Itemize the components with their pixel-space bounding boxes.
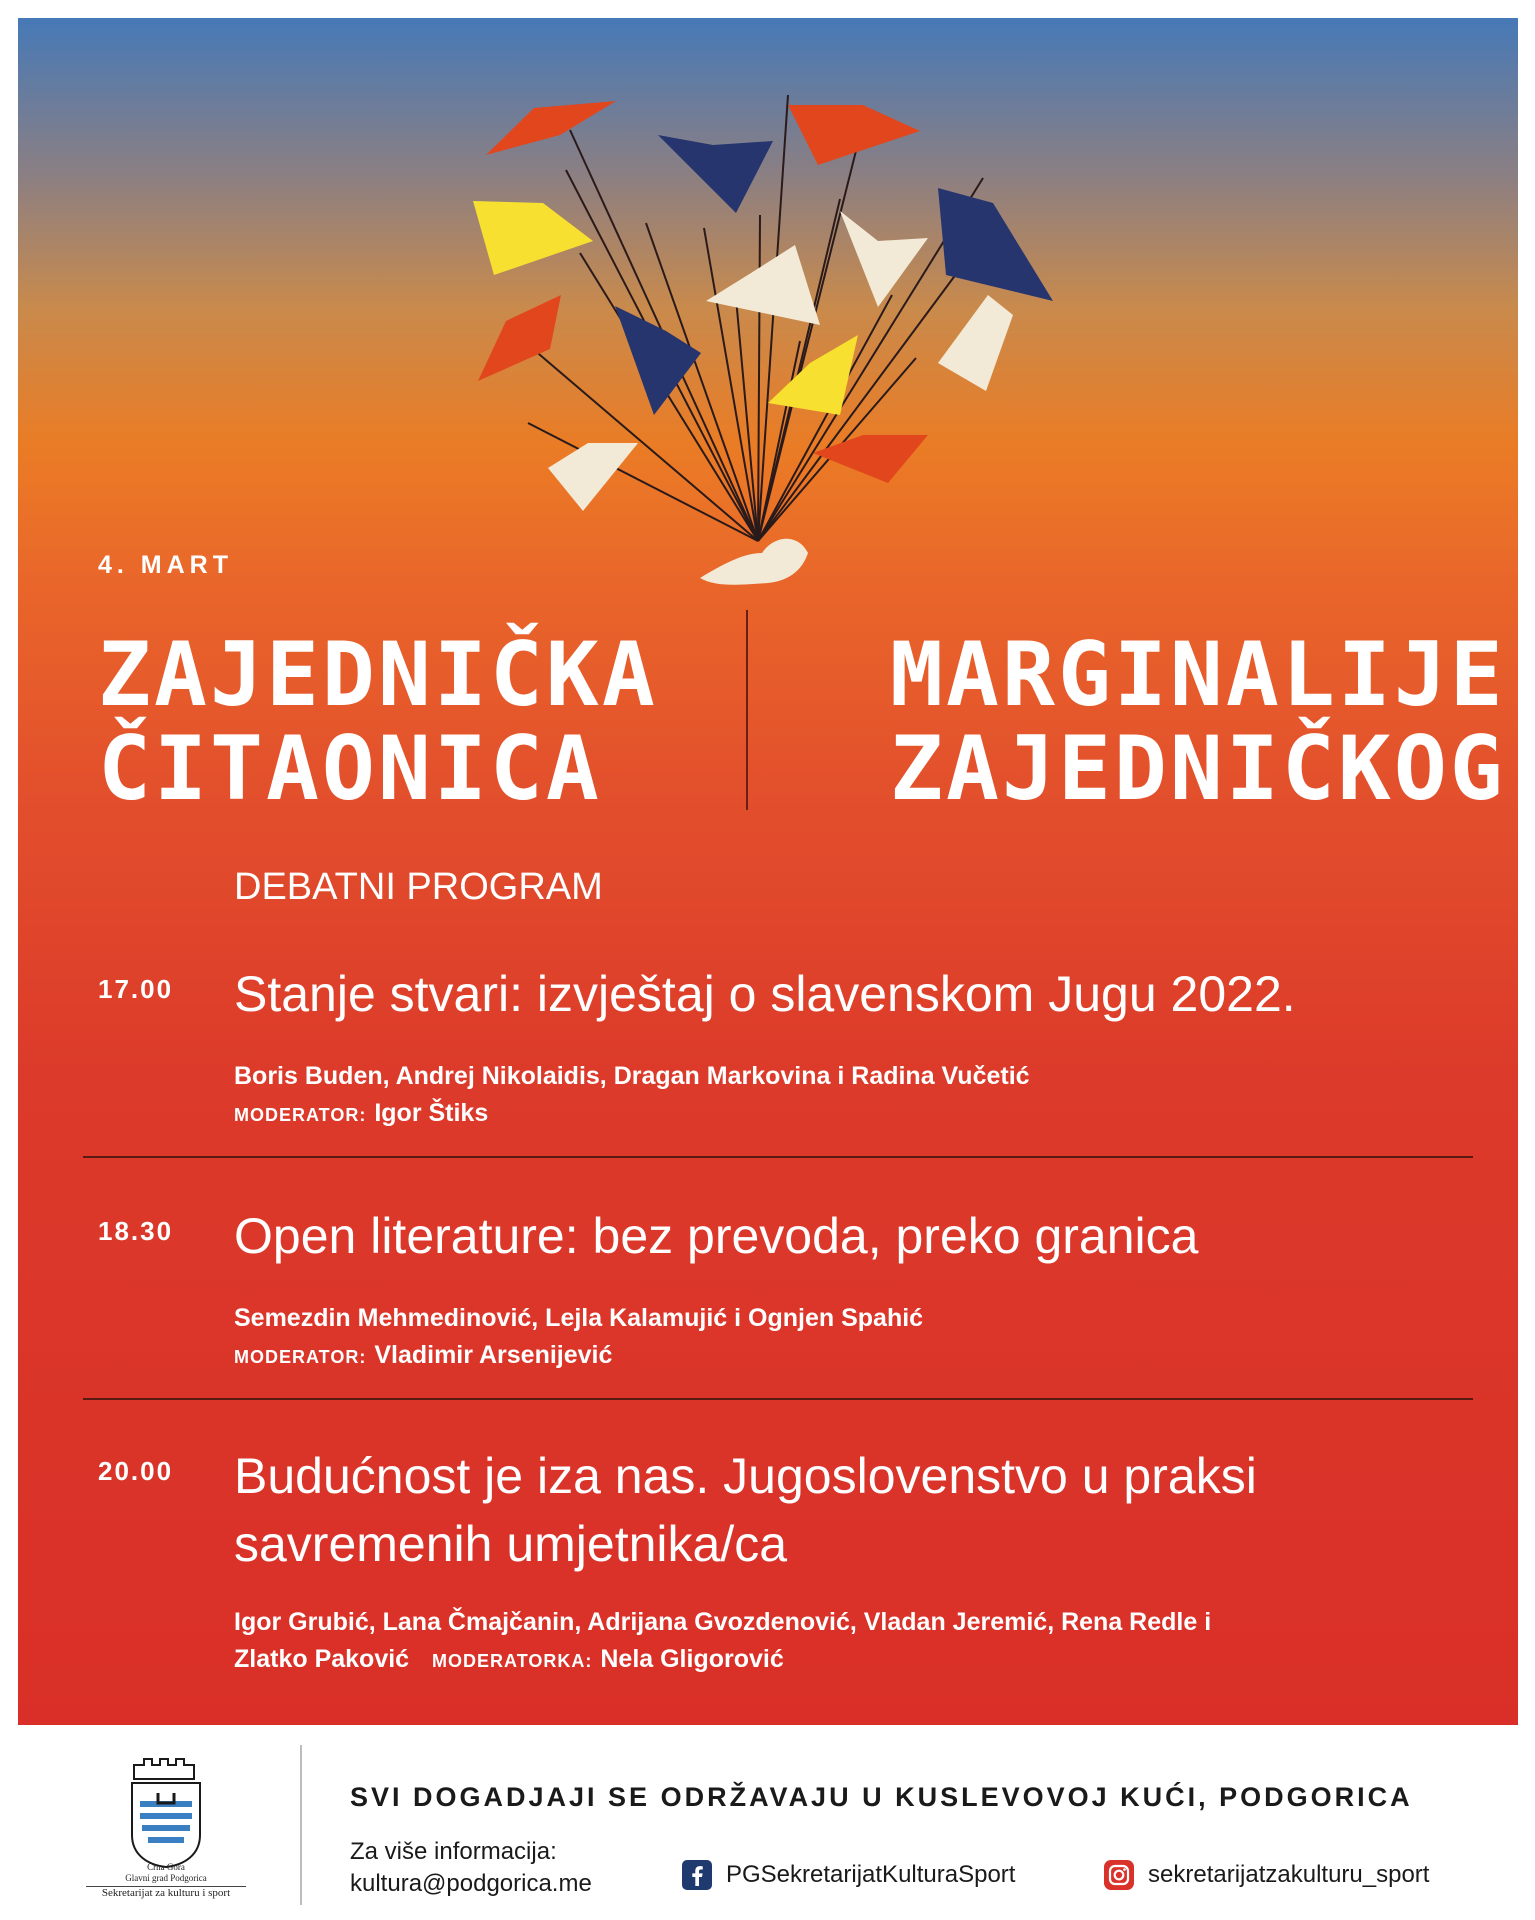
moderator-name: Igor Štiks [374,1099,489,1127]
flag-bouquet-illustration [468,63,1088,613]
session-speakers [234,1058,1484,1134]
facebook-link[interactable] [682,1860,1015,1890]
title-line: ČITAONICA [98,717,602,820]
moderator-label: MODERATOR: [234,1105,367,1125]
event-date: 4. MART [98,551,233,579]
session-title: Open literature: bez prevoda, preko granica [234,1208,1199,1264]
poster [18,18,1518,1725]
session-time: 18.30 [98,1216,174,1246]
logo-caption-line: Sekretarijat za kulturu i sport [86,1886,246,1899]
session-title: Stanje stvari: izvještaj o slavenskom Jugu 2022. [234,966,1296,1022]
session-time: 20.00 [98,1456,174,1486]
facebook-handle: PGSekretarijatKulturaSport [726,1861,1016,1888]
moderator-name: Vladimir Arsenijević [374,1341,613,1369]
program-label: DEBATNI PROGRAM [234,866,603,908]
moderator-line [234,1337,1484,1376]
session-speakers [234,1604,1484,1680]
speakers-list: Semezdin Mehmedinović, Lejla Kalamujić i Ognjen Spahić [234,1304,924,1332]
instagram-handle: sekretarijatzakulturu_sport [1148,1861,1430,1888]
venue-text: SVI DOGADJAJI SE ODRŽAVAJU U KUSLEVOVOJ KUĆI, PODGORICA [350,1782,1413,1812]
title-line: ZAJEDNIČKOG [890,717,1506,820]
title-line: ZAJEDNIČKA [98,623,658,726]
session-divider [83,1398,1473,1400]
instagram-link[interactable] [1104,1860,1429,1890]
speakers-list-continued: Zlatko Paković [234,1645,410,1673]
instagram-icon [1104,1860,1134,1890]
moderator-line [234,1095,1484,1134]
email-link[interactable]: kultura@podgorica.me [350,1870,592,1897]
speakers-list: Igor Grubić, Lana Čmajčanin, Adrijana Gvozdenović, Vladan Jeremić, Rena Redle i [234,1608,1212,1636]
moderator-name: Nela Gligorović [600,1645,784,1673]
more-info [350,1836,592,1900]
session-divider [83,1156,1473,1158]
moderator-line [234,1641,1484,1680]
logo-caption [86,1862,246,1899]
moderator-label: MODERATOR: [234,1347,367,1367]
facebook-icon [682,1860,712,1890]
moderator-label: MODERATORKA: [432,1651,593,1671]
title-divider [746,610,748,810]
more-info-label: Za više informacija: [350,1838,557,1865]
session-title: Budućnost je iza nas. Jugoslovenstvo u praksi savremenih umjetnika/ca [234,1448,1257,1572]
speakers-list: Boris Buden, Andrej Nikolaidis, Dragan Markovina i Radina Vučetić [234,1062,1030,1090]
title-zajednicka-citaonica [98,623,658,820]
session-speakers [234,1300,1484,1376]
title-line: MARGINALIJE [890,623,1506,726]
footer-divider [300,1745,302,1905]
logo-caption-line: Glavni grad Podgorica [125,1873,207,1883]
session-time: 17.00 [98,974,174,1004]
logo-caption-line: Crna Gora [147,1862,185,1872]
title-marginalije-zajednickog [890,623,1506,820]
